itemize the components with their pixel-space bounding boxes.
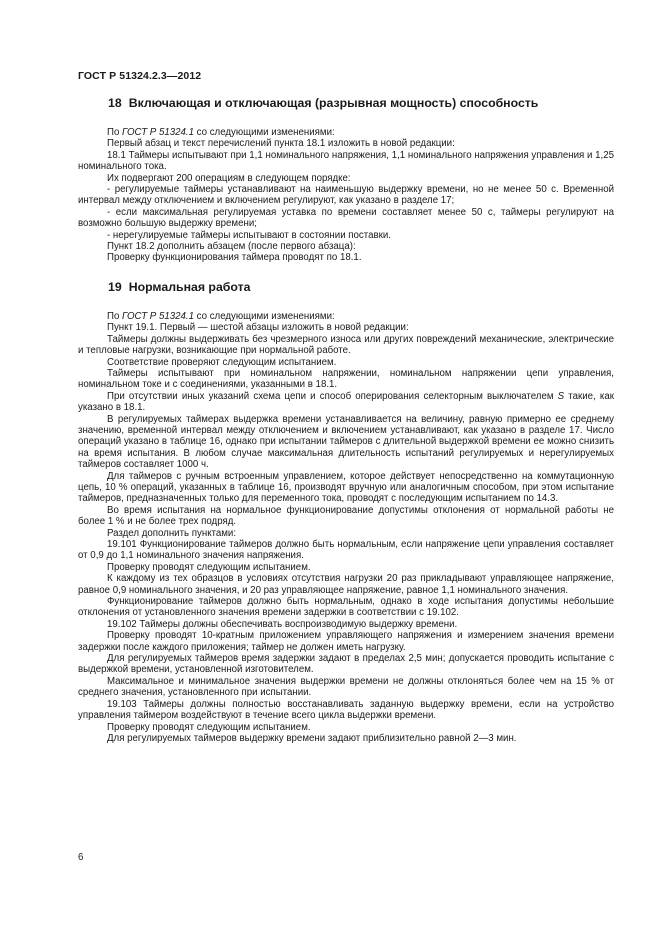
list-item: - если максимальная регулируемая уставка по времени составляет менее 50 с, таймеры регулируют на возможно большую выдержку времени; [78, 206, 614, 230]
page-number: 6 [78, 852, 84, 863]
paragraph: Таймеры должны выдерживать без чрезмерного износа или других повреждений механические, электрические и тепловые нагрузки, возникающие при нормальной работе. [78, 333, 614, 357]
paragraph: Функционирование таймеров должно быть нормальным, однако в ходе испытания допустимы небольшие отклонения от установленного значения времени задержки в соответствии с 19.102. [78, 596, 614, 619]
paragraph: К каждому из тех образцов в условиях отсутствия нагрузки 20 раз прикладывают управляющее напряжение, равное 0,9 номинального значения, и 20 раз управляющее напряжение, равное 1,1 номинального значения. [78, 573, 614, 596]
section-19-number: 19 [108, 279, 122, 294]
section-18-heading: Включающая и отключающая (разрывная мощность) способность [128, 96, 539, 110]
page-content [78, 96, 614, 744]
clause-19-101: 19.101 Функционирование таймеров должно быть нормальным, если напряжение цепи управления составляет от 0,9 до 1,1 номинального значения напряжения. [78, 539, 614, 562]
list-item: - регулируемые таймеры устанавливают на наименьшую выдержку времени, но не менее 50 с. Временной интервал между отключением и включением регулируют, как указано в разделе 17; [78, 184, 614, 207]
paragraph-selector-switch: При отсутствии иных указаний схема цепи и способ оперирования селекторным выключателем S такие, как указано в 18.1. [78, 390, 614, 414]
section-19-reference: По ГОСТ Р 51324.1 со следующими изменениями: [107, 310, 335, 322]
paragraph: Их подвергают 200 операциям в следующем порядке: [107, 172, 351, 184]
paragraph: Проверку проводят 10-кратным приложением управляющего напряжения и измерением значения времени задержки после каждого приложения; таймер не должен иметь нагрузку. [78, 630, 614, 653]
clause-19-103: 19.103 Таймеры должны полностью восстанавливать заданную выдержку времени, если на устройство управления таймером воздействуют в течение всего цикла выдержки времени. [78, 698, 614, 722]
paragraph: Проверку проводят следующим испытанием. [107, 561, 311, 573]
paragraph: Для регулируемых таймеров время задержки задают в пределах 2,5 мин; допускается проводить испытание с выдержкой времени, установленной изготовителем. [78, 653, 614, 676]
paragraph: Соответствие проверяют следующим испытанием. [107, 356, 337, 368]
list-item: - нерегулируемые таймеры испытывают в состоянии поставки. [107, 229, 391, 241]
paragraph: Первый абзац и текст перечислений пункта 18.1 изложить в новой редакции: [107, 138, 455, 150]
section-18-number: 18 [108, 96, 122, 110]
paragraph: 18.1 Таймеры испытывают при 1,1 номинального напряжения, 1,1 номинального напряжения управления и 1,25 номинального тока. [78, 149, 614, 173]
paragraph: Проверку функционирования таймера проводят по 18.1. [107, 252, 362, 264]
paragraph: Раздел дополнить пунктами: [107, 527, 237, 539]
variable-s: S [557, 390, 565, 402]
paragraph: В регулируемых таймерах выдержка времени устанавливается на величину, равную примерно ее среднему значению, временной интервал между отключением и включением устанавливают, как указано в разделе 17. Число операций указано в таблице 16, однако при испытании таймеров с длительной выдержкой времени ее можно снизить на время испытания. В любом случае максимальная длительность испытаний регулируемых и нерегулируемых таймеров составляет 1000 ч. [78, 413, 614, 471]
paragraph: Во время испытания на нормальное функционирование допустимы отклонения от нормальной работы не более 1 % и не более трех подряд. [78, 504, 614, 528]
section-19-title [78, 280, 614, 295]
paragraph: Для регулируемых таймеров выдержку времени задают приблизительно равной 2—3 мин. [107, 732, 517, 744]
paragraph: Пункт 18.2 дополнить абзацем (после первого абзаца): [107, 241, 356, 253]
paragraph: Максимальное и минимальное значения выдержки времени не должны отклоняться более чем на 15 % от среднего значения, установленного при испытании. [78, 675, 614, 699]
section-18-reference: По ГОСТ Р 51324.1 со следующими изменениями: [107, 127, 335, 138]
paragraph: Таймеры испытывают при номинальном напряжении, номинальном напряжении цепи управления, номинальном токе и с соединениями, указанными в 18.1. [78, 367, 614, 391]
gost-reference: ГОСТ Р 51324.1 [122, 127, 194, 138]
document-code-header: ГОСТ Р 51324.2.3—2012 [78, 70, 202, 82]
paragraph: Проверку проводят следующим испытанием. [107, 721, 311, 733]
paragraph: Для таймеров с ручным встроенным управлением, которое действует непосредственно на коммутационную цепь, 10 % операций, указанных в таблице 16, производят вручную или аналогичным способом, при этом испытание таймеров, предназначенных только для переменного тока, проводят с последующим испытанием по 14.3. [78, 470, 614, 505]
paragraph: Пункт 19.1. Первый — шестой абзацы изложить в новой редакции: [107, 322, 409, 334]
clause-19-102: 19.102 Таймеры должны обеспечивать воспроизводимую выдержку времени. [107, 618, 458, 630]
gost-reference: ГОСТ Р 51324.1 [122, 310, 194, 322]
section-19-heading: Нормальная работа [128, 279, 251, 294]
section-18-title [78, 96, 614, 111]
